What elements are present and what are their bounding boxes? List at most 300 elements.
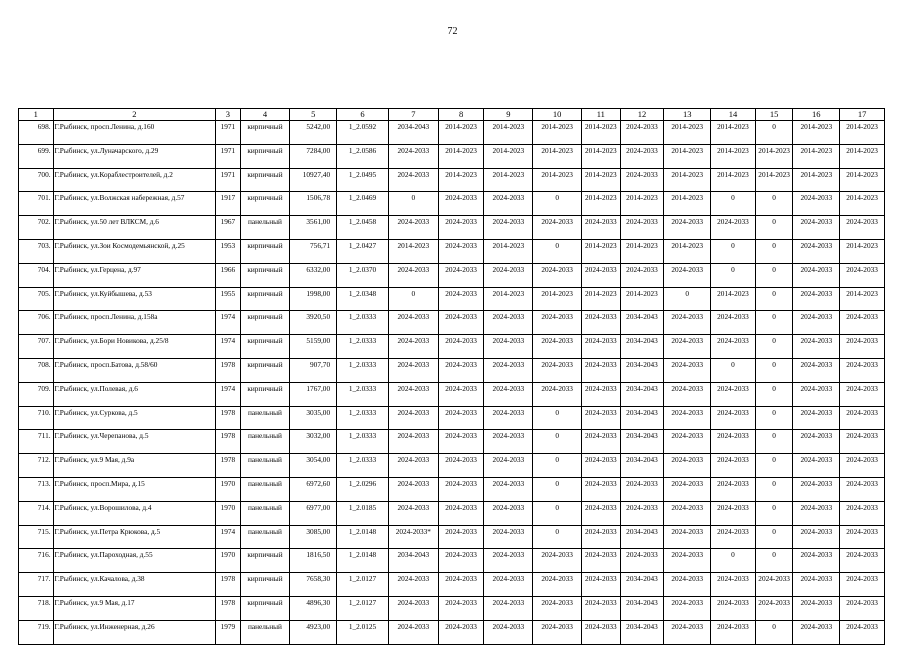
table-cell: 2024-2033 [438, 454, 484, 478]
table-cell: 2024-2033 [711, 335, 756, 359]
table-cell: 0 [711, 263, 756, 287]
table-cell: 2024-2033 [711, 311, 756, 335]
table-cell: 0 [755, 358, 793, 382]
table-cell: 1_2.0458 [337, 216, 389, 240]
table-cell: 2014-2023 [620, 287, 664, 311]
table-cell: 699. [19, 144, 54, 168]
column-header-4: 4 [240, 109, 290, 121]
table-cell: 0 [711, 358, 756, 382]
table-cell: 2024-2033 [793, 287, 840, 311]
table-cell: 2014-2023 [711, 121, 756, 145]
table-cell: 2024-2033 [582, 311, 621, 335]
table-cell: 2024-2033 [793, 549, 840, 573]
table-row [19, 549, 885, 573]
table-cell: 2014-2023 [438, 121, 484, 145]
table-cell: 2024-2033 [840, 525, 885, 549]
table-cell: панельный [240, 454, 290, 478]
table-cell: 2024-2033 [582, 263, 621, 287]
table-cell: 2024-2033 [533, 358, 582, 382]
table-cell: 1_2.0333 [337, 382, 389, 406]
table-cell: 2024-2033 [711, 501, 756, 525]
table-cell: 1971 [216, 168, 240, 192]
table-cell: 2034-2043 [620, 406, 664, 430]
table-cell: 700. [19, 168, 54, 192]
table-cell: 1974 [216, 382, 240, 406]
table-cell: панельный [240, 620, 290, 644]
table-cell: 7284,00 [290, 144, 337, 168]
table-cell: 2024-2033 [620, 477, 664, 501]
table-row [19, 311, 885, 335]
table-cell: 2024-2033 [484, 573, 533, 597]
table-cell: 2024-2033 [388, 263, 438, 287]
table-cell: 2024-2033 [664, 454, 711, 478]
table-cell: 0 [388, 192, 438, 216]
table-cell: 2024-2033 [620, 216, 664, 240]
table-cell: 2014-2023 [620, 239, 664, 263]
table-cell: 2014-2023 [582, 168, 621, 192]
page-number: 72 [447, 26, 458, 37]
table-cell: 1_2.0185 [337, 501, 389, 525]
table-cell: 1974 [216, 311, 240, 335]
table-cell: 4923,00 [290, 620, 337, 644]
table-cell: 0 [755, 287, 793, 311]
table-cell: 2024-2033 [664, 358, 711, 382]
table-cell: 1_2.0125 [337, 620, 389, 644]
column-header-2: 2 [53, 109, 216, 121]
table-cell: 1974 [216, 525, 240, 549]
table-cell: Г.Рыбинск, ул.Качалова, д.38 [53, 573, 216, 597]
table-cell: 708. [19, 358, 54, 382]
table-cell: 3920,50 [290, 311, 337, 335]
table-cell: 2024-2033 [388, 406, 438, 430]
table-cell: 1_2.0333 [337, 454, 389, 478]
table-cell: кирпичный [240, 358, 290, 382]
table-cell: 3054,00 [290, 454, 337, 478]
table-cell: 2024-2033 [438, 430, 484, 454]
table-cell: 2024-2033 [620, 263, 664, 287]
table-cell: кирпичный [240, 144, 290, 168]
table-cell: 2024-2033 [438, 239, 484, 263]
table-cell: 0 [755, 525, 793, 549]
table-cell: Г.Рыбинск, ул.Петра Крюкова, д.5 [53, 525, 216, 549]
table-row [19, 287, 885, 311]
table-cell: 2034-2043 [620, 358, 664, 382]
table-cell: 2024-2033 [582, 549, 621, 573]
table-cell: 2014-2023 [438, 144, 484, 168]
table-cell: кирпичный [240, 263, 290, 287]
table-cell: 2034-2043 [620, 525, 664, 549]
table-cell: 1_2.0127 [337, 573, 389, 597]
table-cell: 2024-2033 [582, 477, 621, 501]
table-cell: 2024-2033 [533, 620, 582, 644]
table-cell: 2024-2033 [533, 263, 582, 287]
table-cell: 2024-2033 [582, 596, 621, 620]
table-cell: 2024-2033 [664, 477, 711, 501]
table-cell: 2034-2043 [388, 121, 438, 145]
table-cell: 2014-2023 [484, 287, 533, 311]
table-cell: 2024-2033 [438, 382, 484, 406]
table-cell: Г.Рыбинск, ул.Полевая, д.6 [53, 382, 216, 406]
table-cell: 2014-2023 [840, 168, 885, 192]
table-cell: 1_2.0127 [337, 596, 389, 620]
table-cell: 1767,00 [290, 382, 337, 406]
table-cell: 2024-2033 [438, 573, 484, 597]
table-cell: 0 [755, 335, 793, 359]
table-cell: Г.Рыбинск, ул.Куйбышева, д.53 [53, 287, 216, 311]
table-cell: 698. [19, 121, 54, 145]
table-cell: 2024-2033 [711, 525, 756, 549]
table-cell: 2024-2033 [711, 620, 756, 644]
table-cell: 1_2.0296 [337, 477, 389, 501]
table-cell: 2014-2023 [582, 121, 621, 145]
table-row [19, 382, 885, 406]
table-body [19, 121, 885, 645]
table-cell: 1966 [216, 263, 240, 287]
table-cell: 2024-2033 [840, 311, 885, 335]
table-cell: 2014-2023 [582, 239, 621, 263]
table-cell: 907,70 [290, 358, 337, 382]
table-cell: Г.Рыбинск, ул.9 Мая, д.9а [53, 454, 216, 478]
table-cell: 2024-2033 [484, 596, 533, 620]
table-cell: 2024-2033 [793, 239, 840, 263]
table-cell: кирпичный [240, 287, 290, 311]
table-cell: 1_2.0333 [337, 311, 389, 335]
table-cell: 2024-2033 [620, 549, 664, 573]
table-cell: 2014-2023 [664, 239, 711, 263]
table-cell: 1_2.0333 [337, 406, 389, 430]
table-cell: 2024-2033 [438, 335, 484, 359]
table-cell: 2024-2033 [711, 406, 756, 430]
table-cell: 1979 [216, 620, 240, 644]
table-cell: 7658,30 [290, 573, 337, 597]
table-cell: 5242,00 [290, 121, 337, 145]
table-cell: 3085,00 [290, 525, 337, 549]
table-row [19, 525, 885, 549]
table-row [19, 477, 885, 501]
table-cell: 6972,60 [290, 477, 337, 501]
table-cell: 2024-2033 [484, 477, 533, 501]
table-cell: кирпичный [240, 573, 290, 597]
table-cell: 2014-2023 [620, 192, 664, 216]
table-cell: 5159,00 [290, 335, 337, 359]
table-cell: 2024-2033 [793, 430, 840, 454]
table-cell: Г.Рыбинск, ул.Бори Новикова, д.25/8 [53, 335, 216, 359]
table-cell: 2014-2023 [840, 121, 885, 145]
table-cell: 1970 [216, 549, 240, 573]
table-cell: 2034-2043 [620, 454, 664, 478]
table-cell: 2024-2033 [711, 454, 756, 478]
table-cell: 2024-2033 [484, 549, 533, 573]
table-cell: 2024-2033 [711, 477, 756, 501]
table-cell: 2014-2023 [840, 192, 885, 216]
table-cell: 2024-2033 [533, 549, 582, 573]
table-cell: 2024-2033 [620, 501, 664, 525]
table-cell: 0 [755, 430, 793, 454]
table-cell: 2024-2033 [793, 477, 840, 501]
table-cell: панельный [240, 525, 290, 549]
table-cell: 2024-2033 [793, 454, 840, 478]
table-cell: 2024-2033 [664, 596, 711, 620]
table-cell: кирпичный [240, 121, 290, 145]
table-cell: 0 [755, 263, 793, 287]
table-cell: Г.Рыбинск, просп.Ленина, д.158а [53, 311, 216, 335]
table-cell: 2014-2023 [582, 144, 621, 168]
table-cell: 2024-2033 [484, 406, 533, 430]
table-cell: 2024-2033 [582, 620, 621, 644]
table-cell: 719. [19, 620, 54, 644]
table-cell: 2024-2033 [438, 358, 484, 382]
table-cell: Г.Рыбинск, просп.Мира, д.15 [53, 477, 216, 501]
table-cell: 2024-2033 [664, 620, 711, 644]
table-cell: 1_2.0469 [337, 192, 389, 216]
table-cell: 1978 [216, 573, 240, 597]
table-cell: 714. [19, 501, 54, 525]
table-cell: 2024-2033 [438, 501, 484, 525]
table-cell: 0 [533, 239, 582, 263]
column-header-8: 8 [438, 109, 484, 121]
table-cell: 0 [755, 406, 793, 430]
table-row [19, 216, 885, 240]
table-cell: 2024-2033 [711, 430, 756, 454]
column-header-10: 10 [533, 109, 582, 121]
table-cell: 3032,00 [290, 430, 337, 454]
table-cell: 2024-2033 [664, 263, 711, 287]
table-cell: 2024-2033 [438, 477, 484, 501]
table-cell: 2024-2033 [582, 358, 621, 382]
table-cell: 6977,00 [290, 501, 337, 525]
table-cell: 1970 [216, 477, 240, 501]
table-cell: 0 [755, 454, 793, 478]
table-cell: 0 [711, 239, 756, 263]
table-cell: 2024-2033 [484, 525, 533, 549]
table-cell: 0 [664, 287, 711, 311]
table-cell: 2014-2023 [582, 192, 621, 216]
table-cell: 2014-2023 [664, 144, 711, 168]
table-cell: 2024-2033 [840, 358, 885, 382]
table-cell: 756,71 [290, 239, 337, 263]
table-cell: 2024-2033 [755, 596, 793, 620]
table-cell: 1967 [216, 216, 240, 240]
table-cell: Г.Рыбинск, ул.Пароходная, д.55 [53, 549, 216, 573]
table-cell: 2024-2033* [388, 525, 438, 549]
table-cell: 2024-2033 [793, 358, 840, 382]
table-cell: панельный [240, 406, 290, 430]
table-cell: 2014-2023 [664, 192, 711, 216]
table-cell: 2024-2033 [484, 501, 533, 525]
table-cell: 1970 [216, 501, 240, 525]
table-cell: 2024-2033 [840, 573, 885, 597]
table-cell: 706. [19, 311, 54, 335]
table-cell: 2024-2033 [664, 216, 711, 240]
table-cell: 1978 [216, 596, 240, 620]
table-cell: 2024-2033 [388, 311, 438, 335]
table-cell: 2034-2043 [620, 382, 664, 406]
table-cell: Г.Рыбинск, просп.Ленина, д.160 [53, 121, 216, 145]
table-cell: 709. [19, 382, 54, 406]
table-cell: 2014-2023 [793, 144, 840, 168]
table-cell: 2024-2033 [484, 311, 533, 335]
table-cell: 2024-2033 [840, 382, 885, 406]
table-row [19, 144, 885, 168]
table-row [19, 335, 885, 359]
table-cell: 2024-2033 [533, 335, 582, 359]
column-header-9: 9 [484, 109, 533, 121]
table-cell: 703. [19, 239, 54, 263]
table-cell: Г.Рыбинск, ул.50 лет ВЛКСМ, д.6 [53, 216, 216, 240]
table-cell: 1978 [216, 358, 240, 382]
table-cell: 2034-2043 [620, 311, 664, 335]
table-cell: 2024-2033 [484, 430, 533, 454]
table-cell: 2024-2033 [438, 549, 484, 573]
table-cell: 0 [755, 121, 793, 145]
table-cell: 2024-2033 [664, 406, 711, 430]
table-cell: Г.Рыбинск, ул.Ворошилова, д.4 [53, 501, 216, 525]
table-cell: 2024-2033 [388, 144, 438, 168]
table-cell: 2024-2033 [840, 430, 885, 454]
table-cell: 2024-2033 [438, 192, 484, 216]
table-cell: Г.Рыбинск, ул.Зои Космодемьянской, д.25 [53, 239, 216, 263]
table-cell: 2024-2033 [664, 549, 711, 573]
table-cell: 2014-2023 [664, 168, 711, 192]
table-cell: 1974 [216, 335, 240, 359]
table-cell: 701. [19, 192, 54, 216]
table-cell: 0 [755, 192, 793, 216]
table-cell: 0 [755, 216, 793, 240]
table-cell: 2024-2033 [388, 168, 438, 192]
table-cell: 2024-2033 [484, 382, 533, 406]
table-cell: Г.Рыбинск, ул.Волжская набережная, д.57 [53, 192, 216, 216]
table-cell: 2024-2033 [840, 596, 885, 620]
table-cell: 2014-2023 [840, 239, 885, 263]
table-cell: 2024-2033 [533, 382, 582, 406]
table-header-row [19, 109, 885, 121]
table-cell: 2014-2023 [533, 144, 582, 168]
table-cell: кирпичный [240, 168, 290, 192]
table-cell: панельный [240, 216, 290, 240]
table-cell: Г.Рыбинск, ул.Суркова, д.5 [53, 406, 216, 430]
column-header-5: 5 [290, 109, 337, 121]
table-cell: 2014-2023 [484, 144, 533, 168]
table-cell: 1_2.0148 [337, 549, 389, 573]
table-cell: 2024-2033 [620, 144, 664, 168]
table-cell: 1_2.0333 [337, 358, 389, 382]
table-cell: 2014-2023 [711, 144, 756, 168]
column-header-17: 17 [840, 109, 885, 121]
table-cell: 2024-2033 [840, 454, 885, 478]
table-cell: кирпичный [240, 596, 290, 620]
table-cell: кирпичный [240, 192, 290, 216]
table-cell: 0 [533, 477, 582, 501]
table-cell: 0 [711, 192, 756, 216]
table-cell: 2024-2033 [388, 501, 438, 525]
table-cell: 711. [19, 430, 54, 454]
table-cell: Г.Рыбинск, ул.Герцена, д.97 [53, 263, 216, 287]
table-cell: 2024-2033 [793, 216, 840, 240]
column-header-7: 7 [388, 109, 438, 121]
table-cell: 2024-2033 [388, 358, 438, 382]
column-header-15: 15 [755, 109, 793, 121]
table-cell: 2024-2033 [438, 596, 484, 620]
table-cell: 0 [533, 501, 582, 525]
table-cell: 2024-2033 [533, 311, 582, 335]
table-cell: Г.Рыбинск, ул.9 Мая, д.17 [53, 596, 216, 620]
table-cell: 707. [19, 335, 54, 359]
table-cell: 2024-2033 [664, 525, 711, 549]
table-cell: 2024-2033 [793, 192, 840, 216]
table-cell: 2024-2033 [438, 620, 484, 644]
table-cell: 2024-2033 [388, 477, 438, 501]
table-cell: 1_2.0148 [337, 525, 389, 549]
table-cell: Г.Рыбинск, просп.Батова, д.58/60 [53, 358, 216, 382]
table-cell: 2024-2033 [388, 573, 438, 597]
table-row [19, 192, 885, 216]
table-row [19, 596, 885, 620]
table-cell: 2024-2033 [388, 430, 438, 454]
table-cell: 1816,50 [290, 549, 337, 573]
table-cell: 2024-2033 [793, 335, 840, 359]
table-cell: 2024-2033 [793, 406, 840, 430]
table-cell: кирпичный [240, 335, 290, 359]
table-cell: 2024-2033 [711, 596, 756, 620]
table-cell: 716. [19, 549, 54, 573]
table-cell: 2024-2033 [388, 596, 438, 620]
table-row [19, 430, 885, 454]
table-cell: 2024-2033 [711, 573, 756, 597]
table-row [19, 501, 885, 525]
table-cell: 2024-2033 [533, 216, 582, 240]
table-row [19, 454, 885, 478]
table-cell: кирпичный [240, 549, 290, 573]
table-cell: 1_2.0333 [337, 430, 389, 454]
table-cell: 1_2.0333 [337, 335, 389, 359]
table-cell: 2014-2023 [582, 287, 621, 311]
table-cell: 2014-2023 [793, 121, 840, 145]
table-cell: 2014-2023 [533, 168, 582, 192]
table-cell: 2024-2033 [438, 216, 484, 240]
table-cell: 0 [388, 287, 438, 311]
table-cell: 1978 [216, 454, 240, 478]
table-cell: 2024-2033 [840, 335, 885, 359]
table-cell: 2024-2033 [484, 216, 533, 240]
table-cell: 2024-2033 [582, 454, 621, 478]
table-cell: 2024-2033 [533, 573, 582, 597]
table-cell: 2024-2033 [582, 335, 621, 359]
table-cell: 0 [755, 549, 793, 573]
table-cell: 705. [19, 287, 54, 311]
table-cell: Г.Рыбинск, ул.Черепанова, д.5 [53, 430, 216, 454]
table-cell: 2024-2033 [484, 454, 533, 478]
column-header-16: 16 [793, 109, 840, 121]
table-cell: 2024-2033 [793, 311, 840, 335]
table-row [19, 573, 885, 597]
table-cell: 0 [533, 525, 582, 549]
table-cell: 0 [755, 477, 793, 501]
table-cell: 2014-2023 [533, 121, 582, 145]
table-cell: 2034-2043 [388, 549, 438, 573]
table-cell: 2014-2023 [533, 287, 582, 311]
table-cell: 2024-2033 [840, 216, 885, 240]
table-cell: 2034-2043 [620, 573, 664, 597]
buildings-table [18, 108, 885, 645]
table-cell: 1953 [216, 239, 240, 263]
table-cell: 2024-2033 [438, 525, 484, 549]
column-header-14: 14 [711, 109, 756, 121]
table-cell: 1506,78 [290, 192, 337, 216]
table-cell: 702. [19, 216, 54, 240]
table-cell: 2024-2033 [388, 216, 438, 240]
column-header-3: 3 [216, 109, 240, 121]
table-cell: 2014-2023 [840, 144, 885, 168]
